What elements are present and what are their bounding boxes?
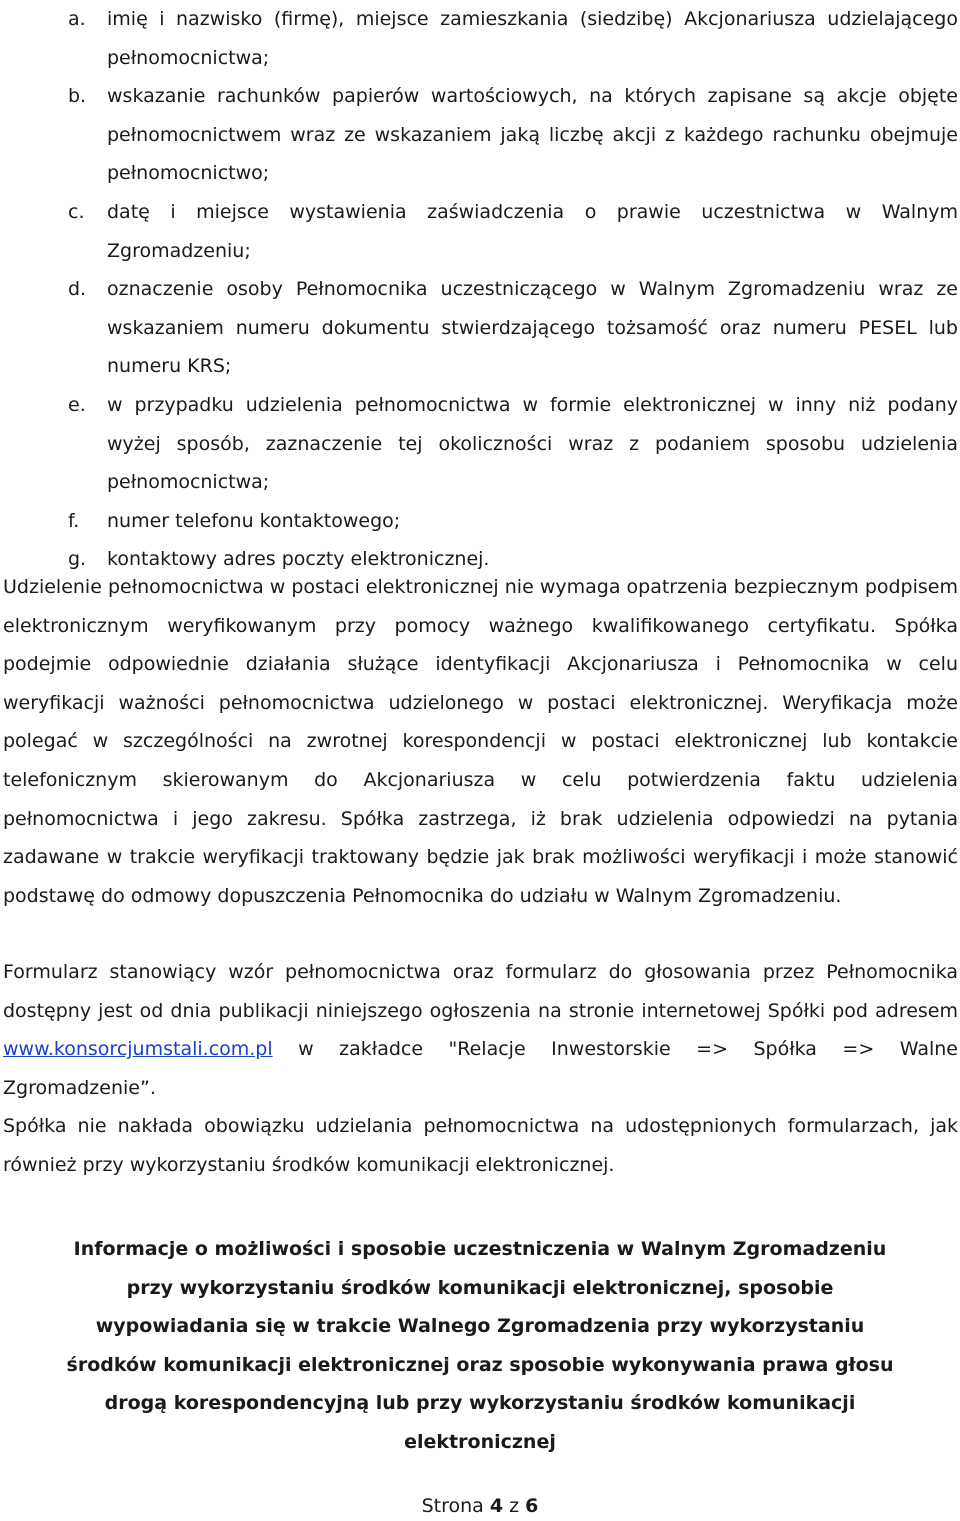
list-marker: e. — [68, 393, 86, 416]
list-marker: g. — [68, 548, 87, 571]
list-item-text: numer telefonu kontaktowego; — [107, 509, 401, 532]
requirements-list — [68, 0, 958, 579]
list-marker: b. — [68, 85, 87, 108]
paragraph-verification: Udzielenie pełnomocnictwa w postaci elektronicznej nie wymaga opatrzenia bezpiecznym podpisem elektronicznym weryfikowanym przy pomocy ważnego kwalifikowanego certyfikatu. Spółka podejmie odpowiednie działania służące identyfikacji Akcjonariusza i Pełnomocnika w celu weryfikacji ważności pełnomocnictwa udzielonego w postaci elektronicznej. Weryfikacja może polegać w szczególności na zwrotnej korespondencji w postaci elektronicznej lub kontakcie telefonicznym skierowanym do Akcjonariusza w celu potwierdzenia faktu udzielenia pełnomocnictwa i jego zakresu. Spółka zastrzega, iż brak udzielenia odpowiedzi na pytania zadawane w trakcie weryfikacji traktowany będzie jak brak możliwości weryfikacji i może stanowić podstawę do odmowy dopuszczenia Pełnomocnika do udziału w Walnym Zgromadzeniu. — [3, 576, 958, 907]
list-marker: f. — [68, 509, 80, 532]
list-item — [68, 193, 958, 270]
list-item — [68, 386, 958, 502]
list-item-text: imię i nazwisko (firmę), miejsce zamieszkania (siedzibę) Akcjonariusza udzielającego pełnomocnictwa; — [107, 8, 958, 69]
list-marker: a. — [68, 8, 86, 30]
list-item-text: wskazanie rachunków papierów wartościowych, na których zapisane są akcje objęte pełnomocnictwem wraz ze wskazaniem jaką liczbę akcji z każdego rachunku obejmuje pełnomocnictwo; — [107, 85, 958, 185]
website-link[interactable]: www.konsorcjumstali.com.pl — [3, 1038, 273, 1061]
list-item — [68, 502, 958, 541]
list-item-text: datę i miejsce wystawienia zaświadczenia o prawie uczestnictwa w Walnym Zgromadzeniu; — [107, 200, 958, 262]
list-item-text: kontaktowy adres poczty elektronicznej. — [107, 548, 490, 571]
list-item — [68, 0, 958, 77]
list-marker: c. — [68, 200, 85, 223]
heading-line: drogą korespondencyjną lub przy wykorzystaniu środków komunikacji — [104, 1392, 856, 1415]
section-heading — [0, 1230, 960, 1462]
list-item-text: w przypadku udzielenia pełnomocnictwa w formie elektronicznej w inny niż podany wyżej sposób, zaznaczenie tej okoliczności wraz z podaniem sposobu udzielenia pełnomocnictwa; — [107, 393, 959, 494]
list-item — [68, 77, 958, 193]
heading-line: Informacje o możliwości i sposobie uczestniczenia w Walnym Zgromadzeniu — [73, 1238, 887, 1260]
paragraph-no-obligation: Spółka nie nakłada obowiązku udzielania pełnomocnictwa na udostępnionych formularzach, jak również przy wykorzystaniu środków komunikacji elektronicznej. — [3, 1115, 958, 1176]
list-marker: d. — [68, 278, 87, 301]
list-item-text: oznaczenie osoby Pełnomocnika uczestniczącego w Walnym Zgromadzeniu wraz ze wskazaniem numeru dokumentu stwierdzającego tożsamość oraz numeru PESEL lub numeru KRS; — [107, 278, 958, 378]
page-prefix: Strona — [421, 1495, 484, 1517]
heading-line: środków komunikacji elektronicznej oraz sposobie wykonywania prawa głosu — [66, 1353, 894, 1376]
heading-line: wypowiadania się w trakcie Walnego Zgromadzenia przy wykorzystaniu — [95, 1315, 865, 1338]
paragraph-form-info: Formularz stanowiący wzór pełnomocnictwa oraz formularz do głosowania przez Pełnomocnika dostępny jest od dnia publikacji niniejszego ogłoszenia na stronie internetowej Spółki pod adresem www.konsorcjumstali.com.pl w zakładce "Relacje Inwestorskie => Spółka => Walne Zgromadzenie”. — [3, 961, 959, 1099]
total-pages: 6 — [525, 1495, 539, 1517]
current-page: 4 — [489, 1495, 504, 1517]
heading-line: elektronicznej — [404, 1430, 556, 1453]
page-number — [0, 1491, 960, 1521]
list-item — [68, 270, 958, 386]
page-separator: z — [509, 1495, 520, 1517]
heading-line: przy wykorzystaniu środków komunikacji elektronicznej, sposobie — [126, 1276, 834, 1299]
